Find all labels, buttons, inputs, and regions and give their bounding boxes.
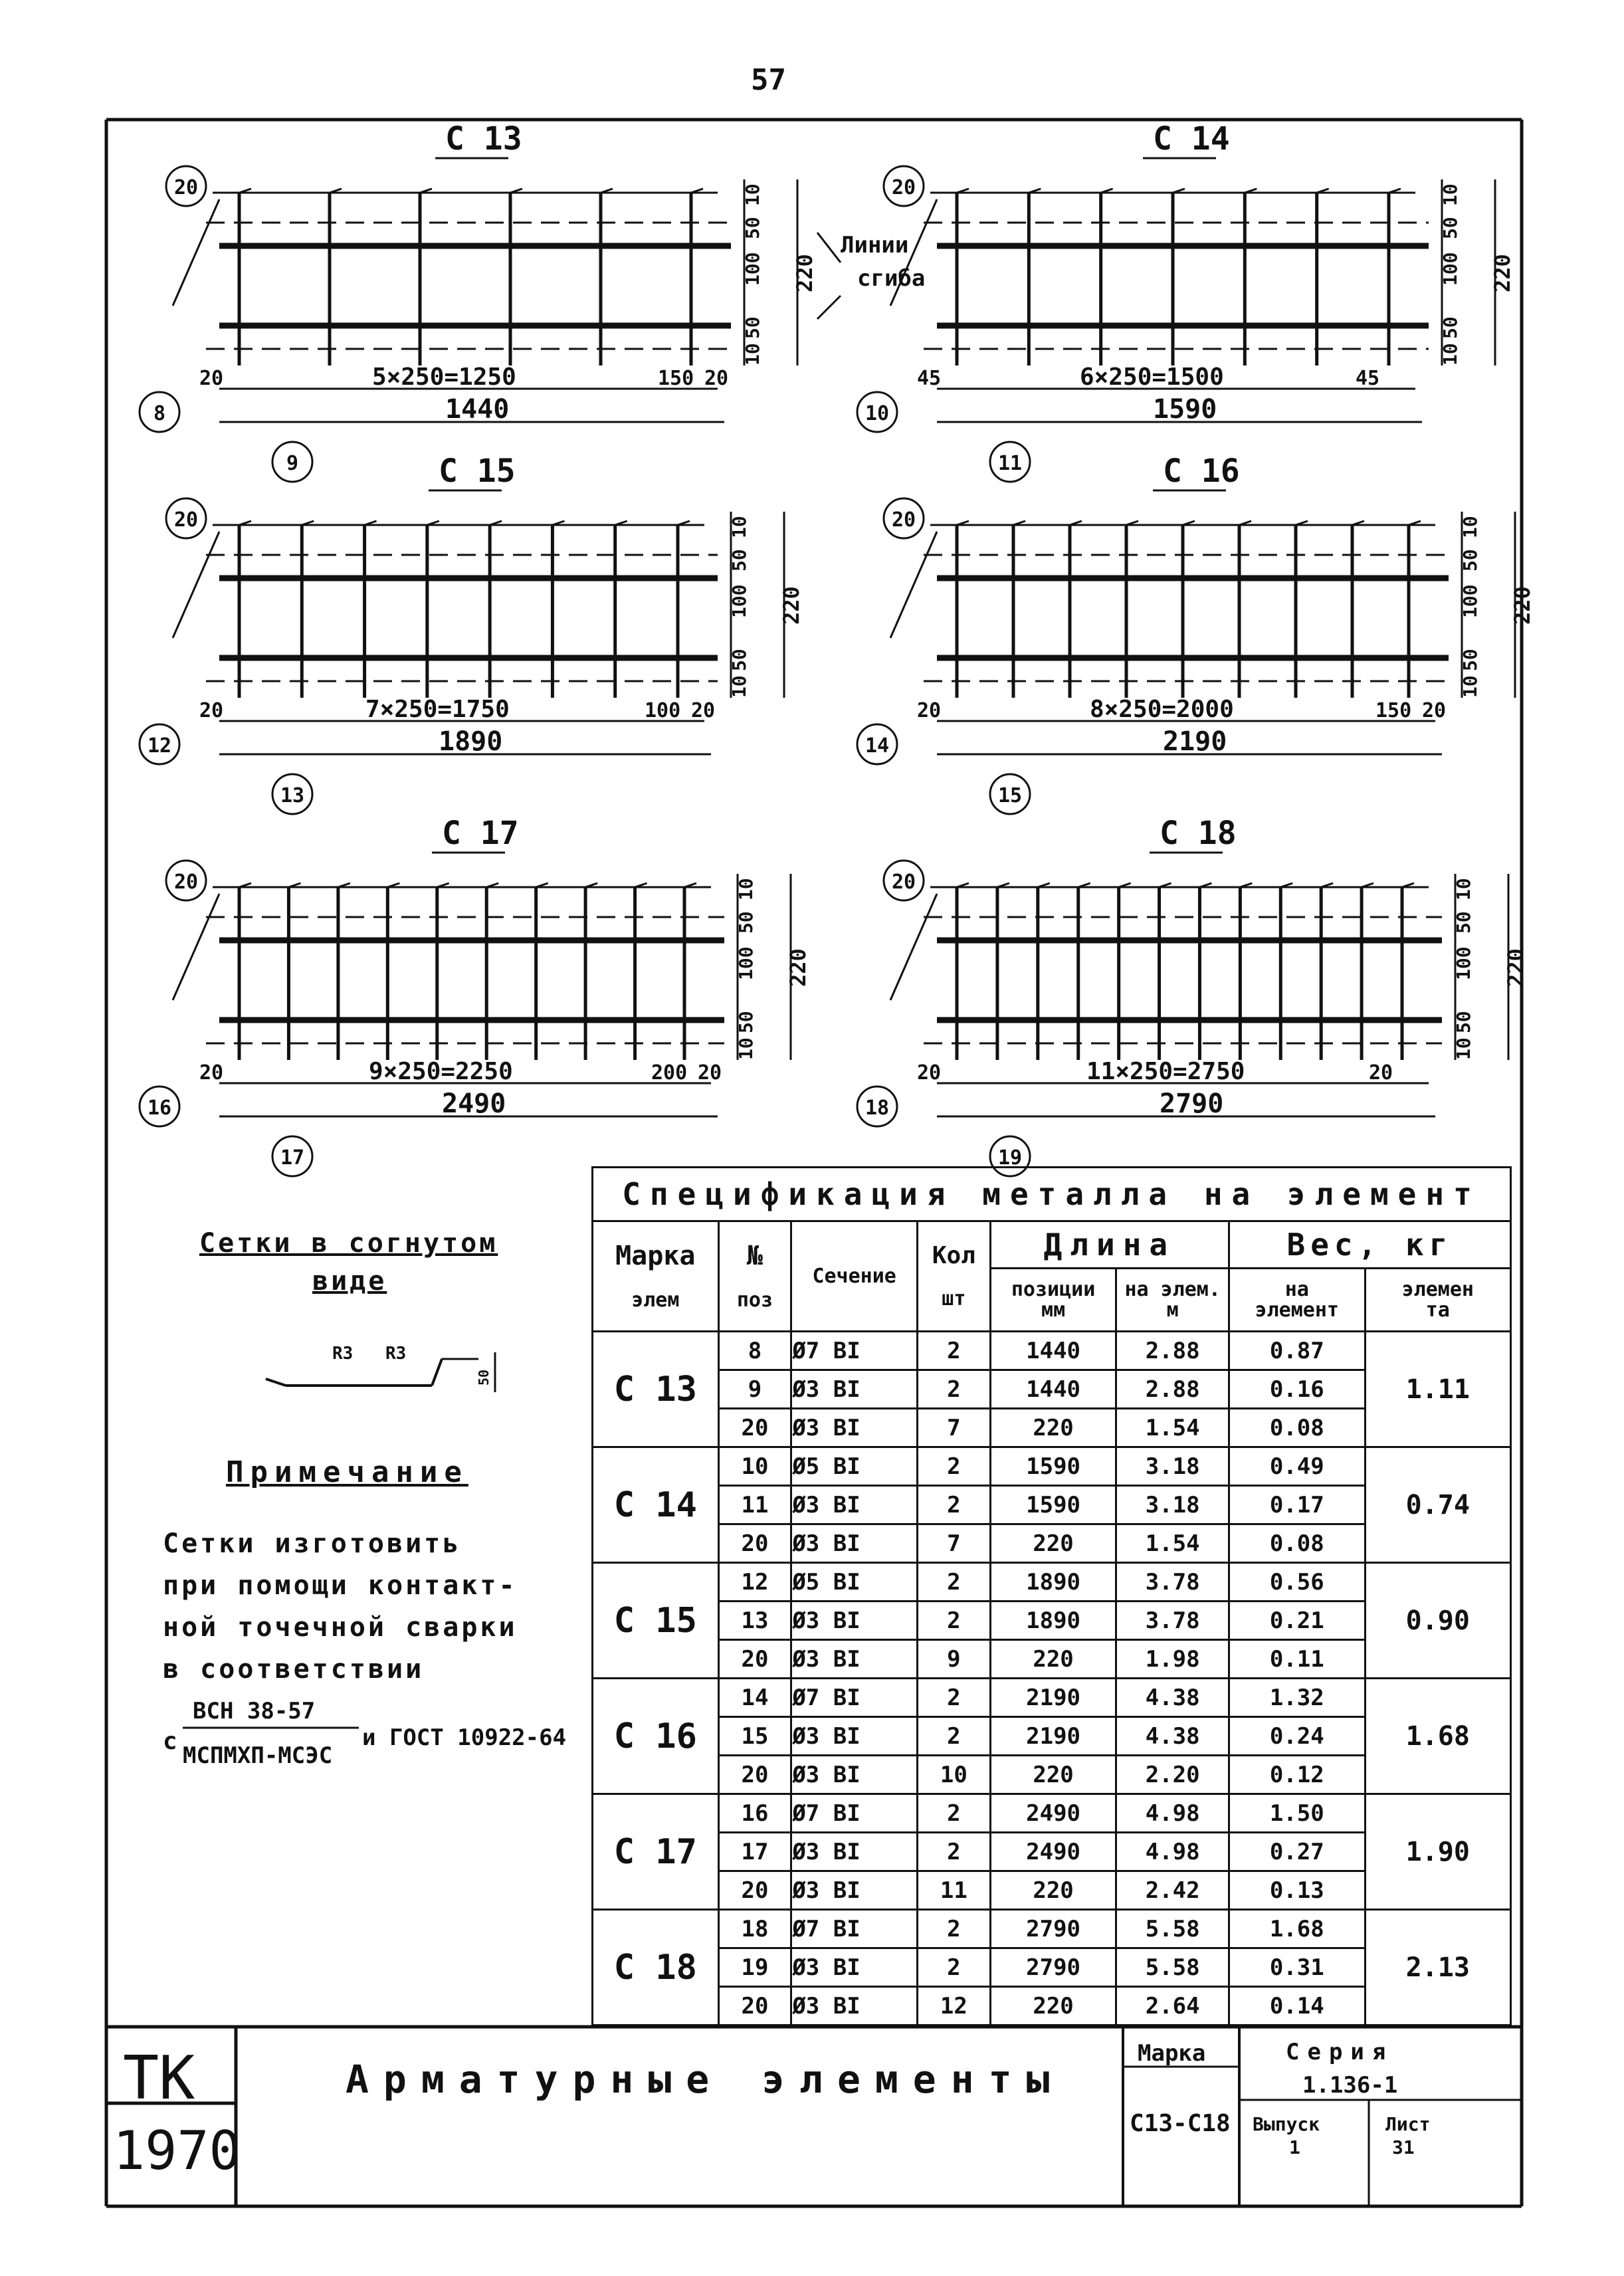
spec-cell-pos: 15 bbox=[718, 1717, 791, 1756]
spec-cell-pos: 20 bbox=[718, 1524, 791, 1563]
mesh-title: С 14 bbox=[1153, 120, 1230, 157]
spec-cell-qty: 10 bbox=[917, 1756, 990, 1794]
spec-cell-len_el: 3.18 bbox=[1116, 1447, 1229, 1486]
stamp-title: Арматурные элементы bbox=[346, 2057, 1065, 2102]
position-label: 13 bbox=[280, 784, 305, 807]
stamp-mark-label: Марка bbox=[1138, 2040, 1206, 2067]
spec-mark: С 13 bbox=[593, 1332, 719, 1447]
spec-row bbox=[593, 1563, 1511, 1602]
dim-value: 50 bbox=[1453, 911, 1474, 934]
position-label: 20 bbox=[173, 176, 199, 199]
position-label: 20 bbox=[891, 176, 916, 199]
spec-cell-len: 2190 bbox=[990, 1679, 1116, 1717]
dim-value: 50 bbox=[1439, 316, 1461, 339]
spec-cell-w: 0.16 bbox=[1229, 1370, 1365, 1409]
position-label: 20 bbox=[173, 508, 199, 532]
dim-edge-left: 20 bbox=[199, 1061, 224, 1085]
dim-value: 10 bbox=[1453, 878, 1474, 900]
note-line-1: Сетки изготовить bbox=[163, 1528, 462, 1559]
dim-value: 10 bbox=[735, 1037, 757, 1060]
spec-cell-len: 220 bbox=[990, 1524, 1116, 1563]
header-weight-total: элемен та bbox=[1365, 1269, 1510, 1332]
spec-cell-w: 0.13 bbox=[1229, 1871, 1365, 1910]
bend-lines-label: сгиба bbox=[857, 265, 926, 292]
stamp-sheet-label: Лист bbox=[1385, 2113, 1431, 2135]
header-mark: Марка элем bbox=[593, 1221, 719, 1332]
spec-cell-qty: 2 bbox=[917, 1563, 990, 1602]
spec-row bbox=[593, 1910, 1511, 1948]
dim-height: 220 bbox=[1503, 948, 1528, 987]
spec-title: Спецификация металла на элемент bbox=[593, 1168, 1511, 1221]
spec-cell-len_el: 4.38 bbox=[1116, 1679, 1229, 1717]
bend-leader bbox=[817, 296, 841, 319]
dim-total: 1440 bbox=[445, 394, 510, 425]
spec-weight-total: 0.90 bbox=[1365, 1563, 1510, 1679]
dim-height: 220 bbox=[1490, 254, 1515, 292]
stamp-sheet-value: 31 bbox=[1392, 2136, 1415, 2158]
dim-value: 50 bbox=[1459, 549, 1481, 571]
spec-cell-w: 0.08 bbox=[1229, 1524, 1365, 1563]
spec-cell-len: 2490 bbox=[990, 1794, 1116, 1833]
spec-row bbox=[593, 1794, 1511, 1833]
stamp-year: 1970 bbox=[113, 2120, 241, 2182]
spec-cell-len: 220 bbox=[990, 1756, 1116, 1794]
position-label: 11 bbox=[997, 452, 1023, 475]
spec-cell-qty: 2 bbox=[917, 1370, 990, 1409]
dim-value: 100 bbox=[1459, 584, 1481, 618]
position-label: 8 bbox=[153, 402, 166, 425]
note-line-2: при помощи контакт- bbox=[163, 1570, 518, 1601]
position-label: 20 bbox=[891, 508, 916, 532]
spec-cell-sec: Ø3 ВI bbox=[791, 1602, 918, 1640]
dim-value: 50 bbox=[742, 217, 763, 239]
bend-lines-label: Линии bbox=[841, 232, 909, 259]
dim-height: 220 bbox=[792, 254, 817, 292]
spec-cell-w: 1.32 bbox=[1229, 1679, 1365, 1717]
stamp-org: ТК bbox=[123, 2043, 195, 2113]
spec-cell-w: 1.50 bbox=[1229, 1794, 1365, 1833]
dim-height: 220 bbox=[1510, 586, 1535, 625]
stamp-series-label: Серия bbox=[1286, 2039, 1394, 2065]
spec-cell-pos: 17 bbox=[718, 1833, 791, 1871]
spec-cell-w: 0.17 bbox=[1229, 1486, 1365, 1524]
spec-cell-w: 0.08 bbox=[1229, 1409, 1365, 1447]
spec-cell-w: 1.68 bbox=[1229, 1910, 1365, 1948]
spec-row bbox=[593, 1679, 1511, 1717]
stamp-mark-value: С13-С18 bbox=[1130, 2110, 1231, 2137]
mesh-title: С 13 bbox=[445, 120, 522, 157]
dim-value: 10 bbox=[728, 516, 750, 538]
dim-value: 100 bbox=[728, 584, 750, 618]
position-label: 15 bbox=[997, 784, 1023, 807]
spec-cell-len_el: 4.98 bbox=[1116, 1794, 1229, 1833]
spec-cell-len: 1890 bbox=[990, 1602, 1116, 1640]
mesh-title: С 16 bbox=[1163, 453, 1240, 490]
dim-value: 50 bbox=[735, 1011, 757, 1033]
spec-cell-sec: Ø3 ВI bbox=[791, 1833, 918, 1871]
spec-cell-sec: Ø3 ВI bbox=[791, 1756, 918, 1794]
position-label: 20 bbox=[891, 871, 916, 894]
stamp-issue-value: 1 bbox=[1289, 2136, 1300, 2158]
position-label: 16 bbox=[147, 1096, 172, 1120]
spec-cell-qty: 2 bbox=[917, 1486, 990, 1524]
bent-dim: 50 bbox=[476, 1369, 492, 1386]
dim-value: 10 bbox=[1439, 183, 1461, 206]
spec-cell-len: 220 bbox=[990, 1987, 1116, 2025]
spec-cell-pos: 9 bbox=[718, 1370, 791, 1409]
dim-edge-right2: 20 bbox=[704, 367, 729, 390]
dim-edge-left: 45 bbox=[917, 367, 942, 390]
spec-cell-pos: 11 bbox=[718, 1486, 791, 1524]
spec-cell-len: 220 bbox=[990, 1871, 1116, 1910]
dim-spacing: 8×250=2000 bbox=[1090, 696, 1234, 723]
dim-value: 50 bbox=[1453, 1011, 1474, 1033]
spec-cell-len_el: 4.38 bbox=[1116, 1717, 1229, 1756]
bent-sketch bbox=[432, 1359, 442, 1386]
dim-value: 50 bbox=[728, 549, 750, 571]
dim-edge-left: 20 bbox=[917, 1061, 942, 1085]
spec-cell-sec: Ø7 ВI bbox=[791, 1332, 918, 1370]
spec-mark: С 15 bbox=[593, 1563, 719, 1679]
spec-cell-sec: Ø7 ВI bbox=[791, 1910, 918, 1948]
spec-mark: С 17 bbox=[593, 1794, 719, 1910]
spec-cell-len: 2190 bbox=[990, 1717, 1116, 1756]
note-line-4: в соответствии bbox=[163, 1654, 425, 1685]
spec-cell-w: 0.12 bbox=[1229, 1756, 1365, 1794]
dim-edge-right: 100 bbox=[645, 699, 681, 722]
dim-value: 100 bbox=[735, 946, 757, 980]
leader-line bbox=[173, 532, 219, 638]
position-label: 10 bbox=[864, 402, 890, 425]
dim-height: 220 bbox=[779, 586, 804, 625]
spec-cell-pos: 14 bbox=[718, 1679, 791, 1717]
dim-spacing: 6×250=1500 bbox=[1080, 363, 1224, 391]
header-weight-el: на элемент bbox=[1229, 1269, 1365, 1332]
spec-cell-pos: 19 bbox=[718, 1948, 791, 1987]
spec-cell-pos: 8 bbox=[718, 1332, 791, 1370]
spec-row bbox=[593, 1332, 1511, 1370]
dim-edge-right2: 20 bbox=[1422, 699, 1447, 722]
spec-cell-len_el: 3.18 bbox=[1116, 1486, 1229, 1524]
spec-mark: С 16 bbox=[593, 1679, 719, 1794]
note-suffix: и ГОСТ 10922-64 bbox=[362, 1724, 567, 1751]
leader-line bbox=[173, 894, 219, 1000]
spec-cell-len_el: 3.78 bbox=[1116, 1602, 1229, 1640]
spec-cell-len_el: 1.54 bbox=[1116, 1409, 1229, 1447]
dim-edge-left: 20 bbox=[199, 699, 224, 722]
spec-cell-len: 220 bbox=[990, 1409, 1116, 1447]
header-length: Длина bbox=[990, 1221, 1229, 1269]
position-label: 12 bbox=[147, 734, 172, 758]
dim-total: 2790 bbox=[1160, 1088, 1224, 1119]
spec-cell-pos: 13 bbox=[718, 1602, 791, 1640]
dim-value: 10 bbox=[742, 343, 763, 365]
dim-value: 100 bbox=[1453, 946, 1474, 980]
note-prefix: с bbox=[163, 1728, 177, 1755]
dim-edge-left: 20 bbox=[917, 699, 942, 722]
spec-cell-len: 1590 bbox=[990, 1447, 1116, 1486]
spec-cell-qty: 11 bbox=[917, 1871, 990, 1910]
spec-cell-sec: Ø5 ВI bbox=[791, 1563, 918, 1602]
bent-r2: R3 bbox=[385, 1344, 407, 1364]
spec-cell-pos: 20 bbox=[718, 1756, 791, 1794]
note-fraction-bottom: МСПМХП-МСЭС bbox=[183, 1742, 333, 1769]
spec-cell-len: 1440 bbox=[990, 1332, 1116, 1370]
spec-cell-len_el: 5.58 bbox=[1116, 1910, 1229, 1948]
dim-spacing: 11×250=2750 bbox=[1086, 1058, 1245, 1085]
header-length-pos: позиции мм bbox=[990, 1269, 1116, 1332]
stamp-series-value: 1.136-1 bbox=[1302, 2072, 1398, 2099]
spec-cell-w: 0.87 bbox=[1229, 1332, 1365, 1370]
spec-cell-len_el: 1.98 bbox=[1116, 1640, 1229, 1679]
header-length-el: на элем. м bbox=[1116, 1269, 1229, 1332]
spec-cell-sec: Ø3 ВI bbox=[791, 1640, 918, 1679]
dim-value: 10 bbox=[1453, 1037, 1474, 1060]
dim-spacing: 9×250=2250 bbox=[369, 1058, 513, 1085]
spec-cell-w: 0.56 bbox=[1229, 1563, 1365, 1602]
mesh-title: С 17 bbox=[442, 815, 519, 852]
spec-cell-qty: 2 bbox=[917, 1447, 990, 1486]
spec-cell-qty: 2 bbox=[917, 1332, 990, 1370]
dim-value: 50 bbox=[1439, 217, 1461, 239]
spec-cell-w: 0.27 bbox=[1229, 1833, 1365, 1871]
dim-value: 50 bbox=[1459, 649, 1481, 671]
dim-edge-left: 20 bbox=[199, 367, 224, 390]
spec-cell-len_el: 2.88 bbox=[1116, 1370, 1229, 1409]
dim-value: 10 bbox=[728, 675, 750, 698]
spec-cell-sec: Ø3 ВI bbox=[791, 1717, 918, 1756]
spec-cell-len_el: 4.98 bbox=[1116, 1833, 1229, 1871]
spec-cell-qty: 2 bbox=[917, 1602, 990, 1640]
dim-edge-right: 150 bbox=[658, 367, 694, 390]
dim-edge-right: 45 bbox=[1356, 367, 1380, 390]
spec-cell-qty: 12 bbox=[917, 1987, 990, 2025]
spec-cell-qty: 2 bbox=[917, 1679, 990, 1717]
spec-cell-qty: 2 bbox=[917, 1948, 990, 1987]
spec-cell-len: 2490 bbox=[990, 1833, 1116, 1871]
spec-cell-qty: 2 bbox=[917, 1794, 990, 1833]
spec-cell-sec: Ø7 ВI bbox=[791, 1679, 918, 1717]
dim-total: 2490 bbox=[442, 1088, 506, 1119]
spec-row bbox=[593, 1447, 1511, 1486]
spec-cell-sec: Ø3 ВI bbox=[791, 1948, 918, 1987]
leader-line bbox=[890, 532, 937, 638]
spec-cell-pos: 20 bbox=[718, 1640, 791, 1679]
spec-cell-sec: Ø7 ВI bbox=[791, 1794, 918, 1833]
spec-cell-w: 0.24 bbox=[1229, 1717, 1365, 1756]
spec-cell-len_el: 5.58 bbox=[1116, 1948, 1229, 1987]
spec-cell-len_el: 2.88 bbox=[1116, 1332, 1229, 1370]
dim-value: 50 bbox=[728, 649, 750, 671]
spec-cell-len_el: 2.64 bbox=[1116, 1987, 1229, 2025]
dim-edge-right2: 20 bbox=[698, 1061, 722, 1085]
spec-cell-sec: Ø3 ВI bbox=[791, 1524, 918, 1563]
spec-cell-sec: Ø3 ВI bbox=[791, 1871, 918, 1910]
dim-value: 10 bbox=[735, 878, 757, 900]
spec-cell-sec: Ø3 ВI bbox=[791, 1370, 918, 1409]
spec-table bbox=[591, 1166, 1512, 2026]
spec-cell-qty: 7 bbox=[917, 1524, 990, 1563]
bent-view-title-1: Сетки в согнутом bbox=[199, 1228, 498, 1259]
spec-cell-sec: Ø3 ВI bbox=[791, 1409, 918, 1447]
dim-value: 100 bbox=[742, 252, 763, 286]
spec-weight-total: 1.68 bbox=[1365, 1679, 1510, 1794]
note-line-3: ной точечной сварки bbox=[163, 1612, 518, 1643]
spec-mark: С 18 bbox=[593, 1910, 719, 2025]
bent-view-title-2: виде bbox=[312, 1266, 387, 1296]
spec-cell-w: 0.11 bbox=[1229, 1640, 1365, 1679]
dim-edge-right: 150 bbox=[1375, 699, 1412, 722]
position-label: 9 bbox=[286, 452, 299, 475]
header-weight: Вес, кг bbox=[1229, 1221, 1510, 1269]
spec-mark: С 14 bbox=[593, 1447, 719, 1563]
spec-cell-len_el: 3.78 bbox=[1116, 1563, 1229, 1602]
spec-cell-len_el: 2.42 bbox=[1116, 1871, 1229, 1910]
spec-cell-pos: 10 bbox=[718, 1447, 791, 1486]
dim-value: 10 bbox=[1459, 516, 1481, 538]
spec-cell-sec: Ø5 ВI bbox=[791, 1447, 918, 1486]
spec-cell-w: 0.21 bbox=[1229, 1602, 1365, 1640]
spec-cell-qty: 9 bbox=[917, 1640, 990, 1679]
header-pos: № поз bbox=[718, 1221, 791, 1332]
spec-cell-w: 0.31 bbox=[1229, 1948, 1365, 1987]
spec-cell-pos: 18 bbox=[718, 1910, 791, 1948]
position-label: 20 bbox=[173, 871, 199, 894]
dim-value: 100 bbox=[1439, 252, 1461, 286]
spec-cell-pos: 20 bbox=[718, 1871, 791, 1910]
dim-edge-right: 20 bbox=[1369, 1061, 1393, 1085]
dim-value: 50 bbox=[735, 911, 757, 934]
spec-cell-pos: 20 bbox=[718, 1409, 791, 1447]
stamp-issue-label: Выпуск bbox=[1253, 2113, 1320, 2135]
spec-cell-len_el: 1.54 bbox=[1116, 1524, 1229, 1563]
spec-cell-pos: 20 bbox=[718, 1987, 791, 2025]
mesh-title: С 15 bbox=[439, 453, 516, 490]
header-section: Сечение bbox=[791, 1221, 918, 1332]
mesh-title: С 18 bbox=[1160, 815, 1237, 852]
spec-cell-qty: 2 bbox=[917, 1910, 990, 1948]
page-number: 57 bbox=[751, 63, 786, 97]
spec-cell-w: 0.49 bbox=[1229, 1447, 1365, 1486]
bend-leader bbox=[817, 233, 841, 262]
spec-cell-len: 1590 bbox=[990, 1486, 1116, 1524]
dim-total: 2190 bbox=[1163, 726, 1227, 757]
spec-cell-qty: 2 bbox=[917, 1833, 990, 1871]
spec-weight-total: 1.90 bbox=[1365, 1794, 1510, 1910]
spec-cell-len: 2790 bbox=[990, 1948, 1116, 1987]
spec-cell-qty: 2 bbox=[917, 1717, 990, 1756]
dim-height: 220 bbox=[785, 948, 811, 987]
note-fraction-top: ВСН 38-57 bbox=[193, 1698, 316, 1724]
spec-cell-pos: 16 bbox=[718, 1794, 791, 1833]
spec-cell-len: 2790 bbox=[990, 1910, 1116, 1948]
bent-r1: R3 bbox=[332, 1344, 354, 1364]
spec-cell-sec: Ø3 ВI bbox=[791, 1486, 918, 1524]
header-qty: Кол шт bbox=[917, 1221, 990, 1332]
spec-cell-sec: Ø3 ВI bbox=[791, 1987, 918, 2025]
spec-cell-pos: 12 bbox=[718, 1563, 791, 1602]
dim-edge-right: 200 bbox=[651, 1061, 688, 1085]
spec-cell-w: 0.14 bbox=[1229, 1987, 1365, 2025]
dim-total: 1590 bbox=[1153, 394, 1217, 425]
leader-line bbox=[890, 894, 937, 1000]
dim-value: 50 bbox=[742, 316, 763, 339]
spec-weight-total: 1.11 bbox=[1365, 1332, 1510, 1447]
position-label: 19 bbox=[997, 1146, 1023, 1170]
spec-cell-qty: 7 bbox=[917, 1409, 990, 1447]
dim-edge-right2: 20 bbox=[691, 699, 716, 722]
position-label: 14 bbox=[864, 734, 890, 758]
spec-cell-len: 1440 bbox=[990, 1370, 1116, 1409]
spec-cell-len_el: 2.20 bbox=[1116, 1756, 1229, 1794]
spec-weight-total: 2.13 bbox=[1365, 1910, 1510, 2025]
position-label: 17 bbox=[280, 1146, 305, 1170]
spec-weight-total: 0.74 bbox=[1365, 1447, 1510, 1563]
dim-spacing: 5×250=1250 bbox=[372, 363, 516, 391]
leader-line bbox=[173, 199, 219, 306]
position-label: 18 bbox=[864, 1096, 890, 1120]
note-title: Примечание bbox=[226, 1455, 468, 1489]
dim-spacing: 7×250=1750 bbox=[365, 696, 510, 723]
bent-sketch bbox=[266, 1379, 286, 1386]
dim-value: 10 bbox=[742, 183, 763, 206]
dim-total: 1890 bbox=[439, 726, 503, 757]
dim-value: 10 bbox=[1459, 675, 1481, 698]
spec-cell-len: 220 bbox=[990, 1640, 1116, 1679]
dim-value: 10 bbox=[1439, 343, 1461, 365]
spec-cell-len: 1890 bbox=[990, 1563, 1116, 1602]
